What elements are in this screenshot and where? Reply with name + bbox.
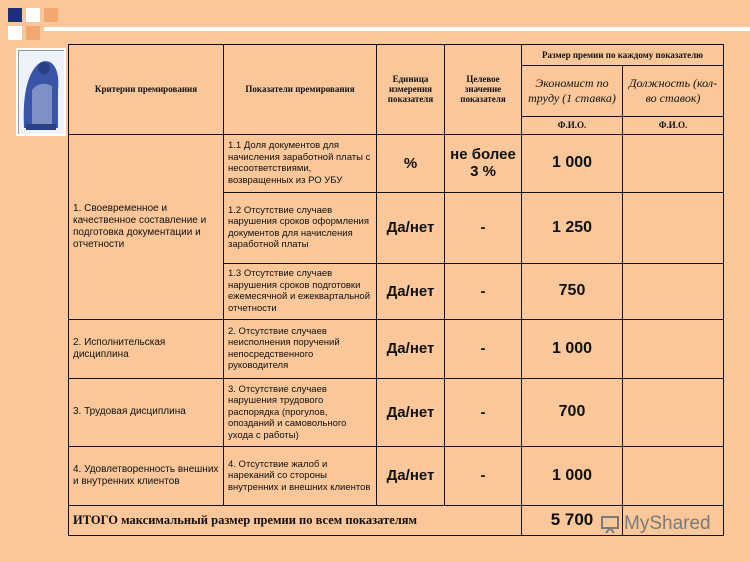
table-row [69,378,724,447]
presentation-board-icon [600,514,620,534]
total-label: ИТОГО максимальный размер премии по всем показателям [69,505,522,535]
watermark-text: MyShared [624,513,711,534]
criterion-cell: 2. Исполнительская дисциплина [69,320,224,378]
header-target: Целевое значение показателя [445,45,522,135]
target-cell: - [445,193,522,264]
target-cell: - [445,378,522,447]
indicator-cell: 1.1 Доля документов для начисления заработной платы с несоответствиями, возвращенных из РО УБУ [224,134,377,192]
unit-cell: Да/нет [377,378,445,447]
header-indicators: Показатели премирования [224,45,377,135]
indicator-cell: 1.2 Отсутствие случаев нарушения сроков оформления документов для начисления заработной платы [224,193,377,264]
header-role-position: Должность (кол-во ставок) [623,66,724,116]
bonus-criteria-table [68,44,724,536]
bonus-value-cell: 1 250 [522,193,623,264]
empty-cell [623,320,724,378]
total-value: 5 700 [522,505,623,535]
table-row [69,134,724,192]
table-row [69,447,724,505]
bonus-value-cell: 1 000 [522,320,623,378]
corner-square-2 [26,8,40,22]
header-name-1: Ф.И.О. [522,116,623,134]
corner-square-3 [44,8,58,22]
empty-cell [623,193,724,264]
header-name-2: Ф.И.О. [623,116,724,134]
bonus-value-cell: 1 000 [522,134,623,192]
unit-cell: % [377,134,445,192]
indicator-cell: 4. Отсутствие жалоб и нареканий со стороны внутренних и внешних клиентов [224,447,377,505]
watermark [600,512,724,536]
unit-cell: Да/нет [377,193,445,264]
corner-square-1 [8,8,22,22]
criterion-cell: 1. Своевременное и качественное составление и подготовка документации и отчетности [69,134,224,319]
corner-square-4 [8,26,22,40]
unit-cell: Да/нет [377,447,445,505]
statue-logo-icon [18,50,64,134]
empty-cell [623,134,724,192]
header-unit: Единица измерения показателя [377,45,445,135]
target-cell: - [445,447,522,505]
bonus-value-cell: 1 000 [522,447,623,505]
top-rule [44,27,750,31]
corner-square-5 [26,26,40,40]
bonus-value-cell: 700 [522,378,623,447]
criterion-cell: 3. Трудовая дисциплина [69,378,224,447]
target-cell: не более 3 % [445,134,522,192]
indicator-cell: 2. Отсутствие случаев неисполнения поручений непосредственного руководителя [224,320,377,378]
organization-logo [16,48,66,136]
indicator-cell: 3. Отсутствие случаев нарушения трудового распорядка (прогулов, опозданий и самовольного ухода с работы) [224,378,377,447]
criterion-cell: 4. Удовлетворенность внешних и внутренних клиентов [69,447,224,505]
empty-cell [623,447,724,505]
target-cell: - [445,320,522,378]
unit-cell: Да/нет [377,263,445,319]
indicator-cell: 1.3 Отсутствие случаев нарушения сроков подготовки ежемесячной и ежеквартальной отчетности [224,263,377,319]
empty-cell [623,378,724,447]
bonus-value-cell: 750 [522,263,623,319]
table-row [69,320,724,378]
header-role-economist: Экономист по труду (1 ставка) [522,66,623,116]
empty-cell [623,263,724,319]
unit-cell: Да/нет [377,320,445,378]
header-criteria: Критерии премирования [69,45,224,135]
header-bonus-size: Размер премии по каждому показателю [522,45,724,66]
target-cell: - [445,263,522,319]
